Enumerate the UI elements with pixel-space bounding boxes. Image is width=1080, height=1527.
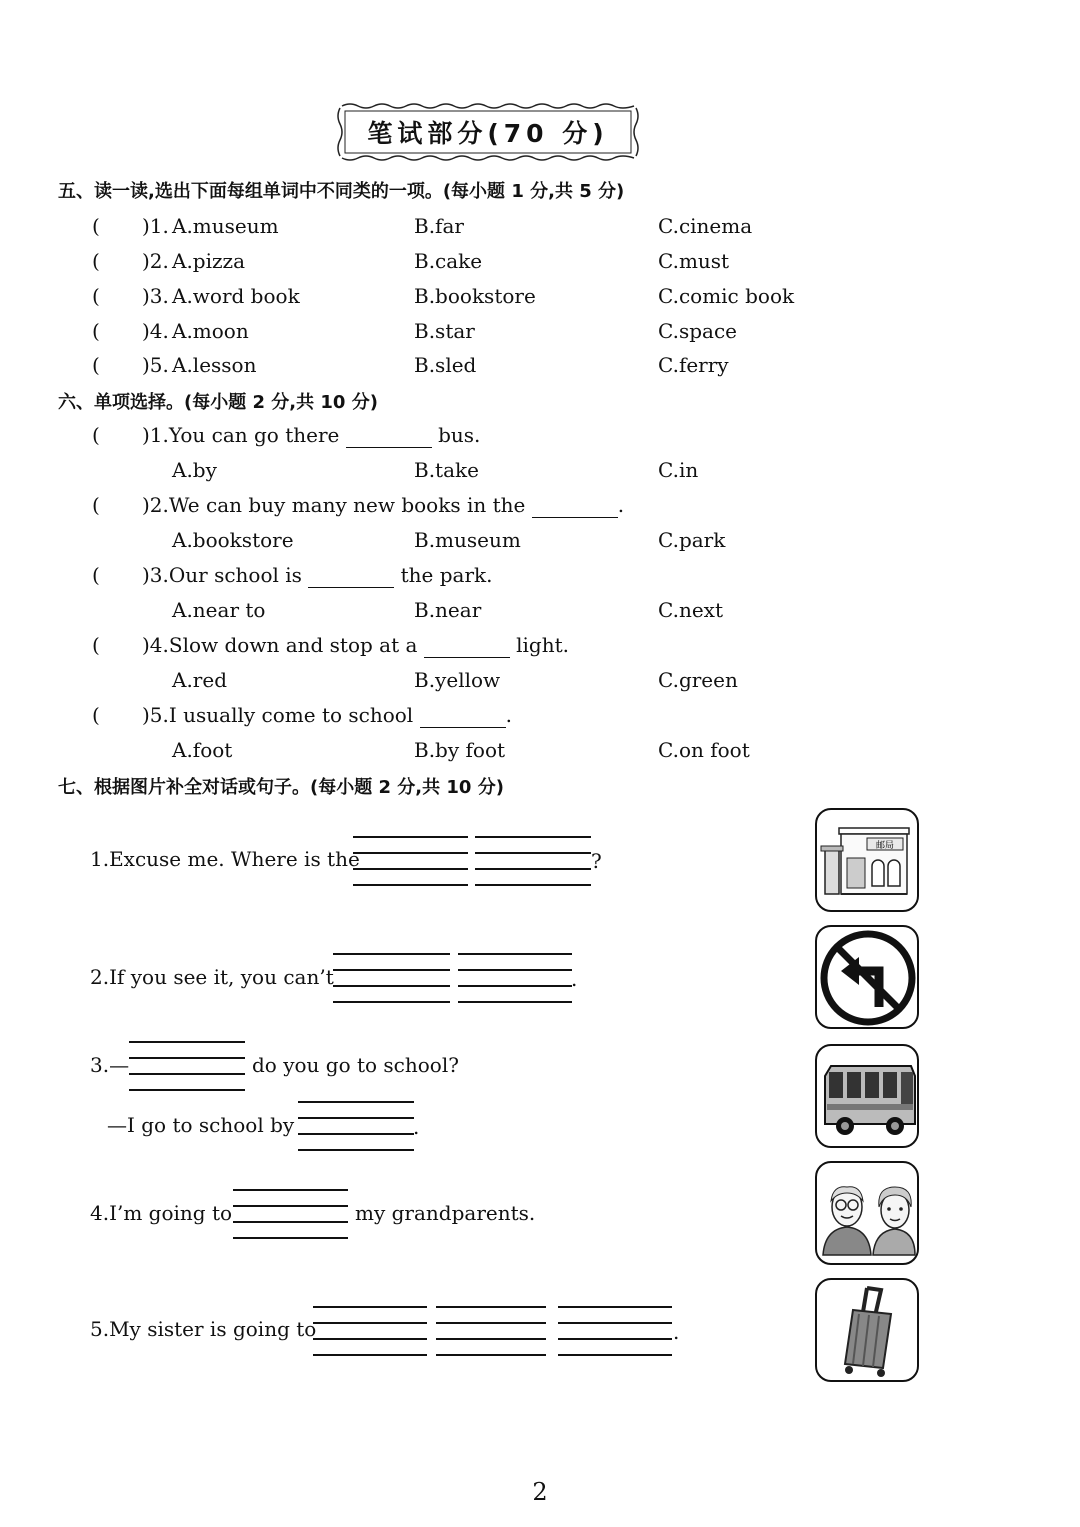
bus-icon: [817, 1046, 917, 1146]
question-text: )4.Slow down and stop at a: [142, 633, 418, 657]
answer-paren[interactable]: (: [92, 319, 100, 343]
option-b: B.cake: [414, 249, 483, 273]
question-5-text: 5.My sister is going to: [90, 1317, 317, 1341]
option-a: A.word book: [172, 284, 300, 308]
question-text-end: light.: [516, 633, 570, 657]
option-b: B.take: [414, 458, 479, 482]
answer-blank[interactable]: [532, 491, 618, 518]
post-office-picture: [815, 808, 919, 912]
item-number: )1.: [142, 214, 169, 238]
answer-paren[interactable]: (: [92, 563, 100, 587]
no-left-turn-icon: [817, 927, 917, 1027]
question-text-end: the park.: [400, 563, 493, 587]
option-c: C.next: [658, 598, 723, 622]
option-c: C.on foot: [658, 738, 750, 762]
suitcase-picture: [815, 1278, 919, 1382]
section-banner: [336, 102, 640, 162]
answer-paren[interactable]: (: [92, 249, 100, 273]
item-number: )4.: [142, 319, 169, 343]
option-b: B.by foot: [414, 738, 506, 762]
question-text: )2.We can buy many new books in the: [142, 493, 526, 517]
option-a: A.moon: [172, 319, 249, 343]
item-number: )3.: [142, 284, 169, 308]
section-5-title: 五、读一读,选出下面每组单词中不同类的一项。(每小题 1 分,共 5 分): [58, 181, 625, 202]
question-3-end: .: [413, 1115, 420, 1139]
option-a: A.foot: [172, 738, 233, 762]
question-2-end: .: [571, 967, 578, 991]
option-b: B.sled: [414, 353, 477, 377]
option-a: A.museum: [172, 214, 279, 238]
question-3-mid: do you go to school?: [252, 1053, 459, 1077]
answer-blank[interactable]: [308, 561, 394, 588]
item-number: )2.: [142, 249, 169, 273]
grandparents-picture: [815, 1161, 919, 1265]
option-b: B.near: [414, 598, 482, 622]
banner-title: 笔试部分(70 分): [367, 119, 609, 148]
option-b: B.star: [414, 319, 475, 343]
bus-picture: [815, 1044, 919, 1148]
option-b: B.yellow: [414, 668, 501, 692]
answer-paren[interactable]: (: [92, 423, 100, 447]
no-left-turn-picture: [815, 925, 919, 1029]
answer-paren[interactable]: (: [92, 284, 100, 308]
post-office-sign: 邮局: [875, 841, 895, 851]
option-c: C.park: [658, 528, 726, 552]
question-3-answer: —I go to school by: [107, 1113, 295, 1137]
option-a: A.bookstore: [172, 528, 294, 552]
question-1-text: 1.Excuse me. Where is the: [90, 847, 360, 871]
question-3-text: 3.—: [90, 1053, 130, 1077]
question-1-end: ?: [591, 849, 602, 873]
suitcase-icon: [817, 1280, 917, 1380]
option-a: A.near to: [172, 598, 266, 622]
question-4-end: my grandparents.: [355, 1201, 536, 1225]
question-text-end: bus.: [438, 423, 481, 447]
answer-blank[interactable]: [346, 421, 432, 448]
option-a: A.pizza: [172, 249, 245, 273]
option-c: C.must: [658, 249, 730, 273]
answer-blank[interactable]: [424, 631, 510, 658]
page-number: 2: [532, 1478, 548, 1506]
option-b: B.far: [414, 214, 464, 238]
section-6-title: 六、单项选择。(每小题 2 分,共 10 分): [58, 392, 378, 413]
question-text: )3.Our school is: [142, 563, 302, 587]
question-4-text: 4.I’m going to: [90, 1201, 233, 1225]
question-text-end: .: [617, 493, 625, 517]
post-office-icon: [817, 810, 917, 910]
option-c: C.green: [658, 668, 738, 692]
option-c: C.in: [658, 458, 699, 482]
question-text: )5.I usually come to school: [142, 703, 414, 727]
option-a: A.by: [172, 458, 217, 482]
question-2-text: 2.If you see it, you can’t: [90, 965, 334, 989]
option-c: C.comic book: [658, 284, 795, 308]
grandparents-icon: [817, 1163, 917, 1263]
item-number: )5.: [142, 353, 169, 377]
option-c: C.cinema: [658, 214, 753, 238]
answer-blank[interactable]: [420, 701, 506, 728]
option-c: C.space: [658, 319, 737, 343]
section-7-title: 七、根据图片补全对话或句子。(每小题 2 分,共 10 分): [58, 777, 504, 798]
option-b: B.bookstore: [414, 284, 536, 308]
option-c: C.ferry: [658, 353, 729, 377]
answer-paren[interactable]: (: [92, 633, 100, 657]
option-b: B.museum: [414, 528, 521, 552]
question-5-end: .: [673, 1320, 680, 1344]
answer-paren[interactable]: (: [92, 493, 100, 517]
question-text: )1.You can go there: [142, 423, 340, 447]
option-a: A.lesson: [172, 353, 257, 377]
answer-paren[interactable]: (: [92, 214, 100, 238]
option-a: A.red: [172, 668, 227, 692]
question-text-end: .: [505, 703, 512, 727]
answer-paren[interactable]: (: [92, 353, 100, 377]
answer-paren[interactable]: (: [92, 703, 100, 727]
